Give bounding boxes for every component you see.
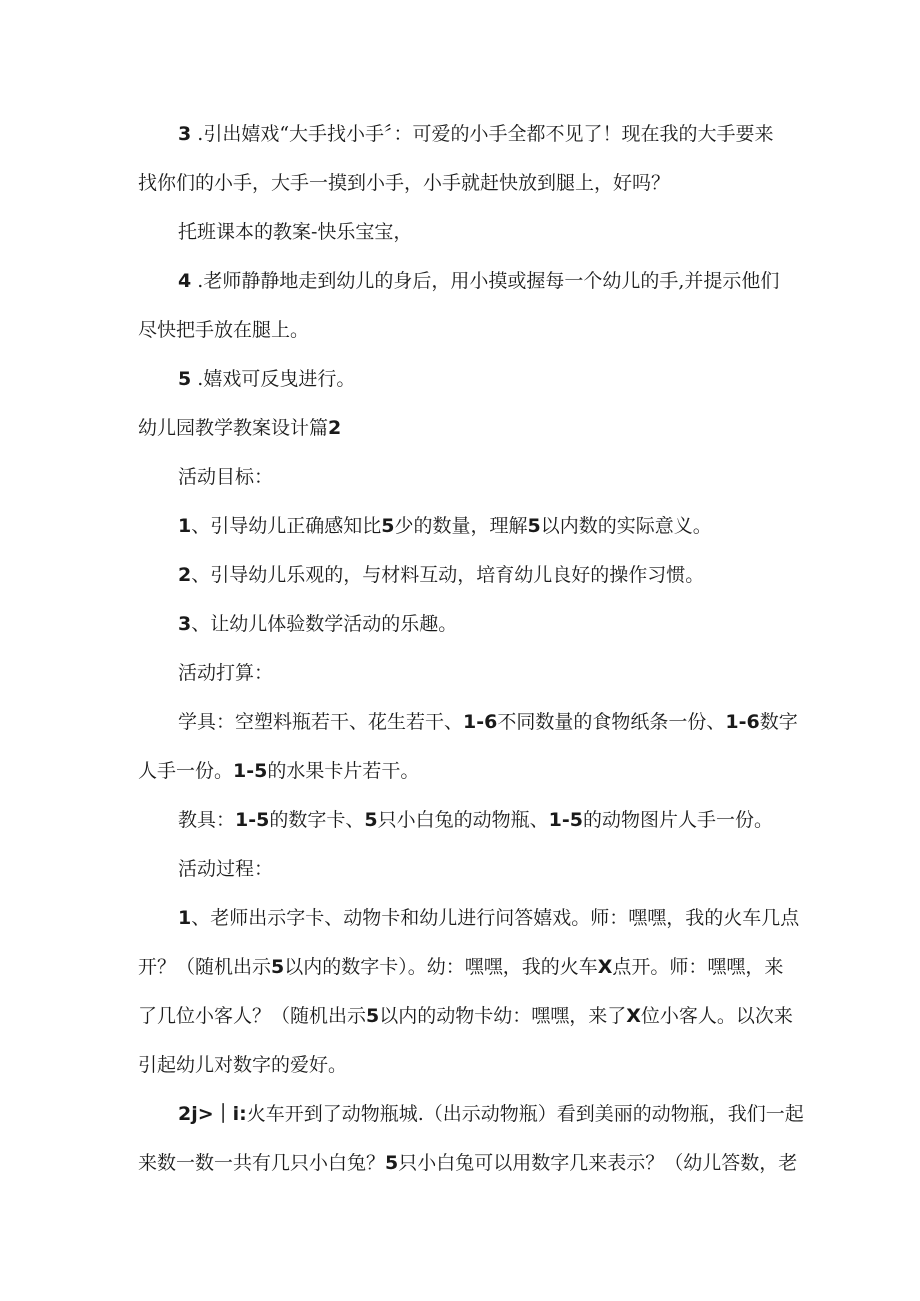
paragraph-4-line-2 (138, 318, 309, 342)
xueju-line-2 (138, 759, 419, 783)
paragraph-text: .老师静静地走到幼儿的身后，用小摸或握每一个幼儿的手,并提示他们 (191, 270, 780, 292)
item-number: 1 (178, 907, 192, 929)
jiaoju-line (178, 808, 773, 832)
paragraph-5-line (178, 367, 355, 391)
process-step-2-line-1 (178, 1102, 804, 1126)
goals-title-text: 活动目标： (178, 466, 274, 488)
paragraph-3-line-1 (178, 122, 774, 146)
paragraph-3-line-2 (138, 171, 670, 195)
process-step-1-line-4 (138, 1053, 347, 1077)
item-number: 2 (178, 564, 192, 586)
prep-text: 人手一份。 (138, 760, 234, 782)
process-variable: X (597, 956, 613, 978)
number-range: 1-5 (235, 809, 270, 831)
process-text: 点开。师：嘿嘿，来 (612, 956, 784, 978)
prep-text: 不同数量的食物纸条一份、 (497, 711, 726, 733)
paragraph-text: .嬉戏可反曳进行。 (191, 368, 356, 390)
process-text: 、老师出示字卡、动物卡和幼儿进行问答嬉戏。师：嘿嘿，我的火车几点 (191, 907, 800, 929)
number-range: 1-5 (548, 809, 583, 831)
process-text: 只小白兔可以用数字几来表示？（幼儿答数，老 (398, 1152, 798, 1174)
process-variable: X (626, 1005, 641, 1027)
prep-title-text: 活动打算： (178, 662, 274, 684)
section-heading (138, 416, 341, 440)
process-text: 了几位小客人？（随机出示 (138, 1005, 367, 1027)
paragraph-text: 托班课本的教案-快乐宝宝， (178, 221, 413, 243)
prep-text: 的动物图片人手一份。 (582, 809, 773, 831)
heading-number: 2 (328, 417, 342, 439)
goal-item-3 (178, 612, 457, 636)
goal-number: 5 (527, 515, 541, 537)
process-text: 以内的动物卡幼：嘿嘿，来了 (379, 1005, 627, 1027)
prep-text: 学具：空塑料瓶若干、花生若干、 (178, 711, 464, 733)
prep-text: 教具： (178, 809, 236, 831)
goal-number: 5 (381, 515, 395, 537)
process-number: 5 (385, 1152, 399, 1174)
number-range: 1-6 (463, 711, 498, 733)
number-range: 1-5 (233, 760, 268, 782)
paragraph-4-line-1 (178, 269, 779, 293)
goal-item-2 (178, 563, 704, 587)
heading-text: 幼儿园教学教案设计篇 (138, 417, 329, 439)
xueju-line-1 (178, 710, 798, 734)
process-text: 来数一数一共有几只小白兔？ (138, 1152, 386, 1174)
paragraph-text: 找你们的小手，大手一摸到小手，小手就赶快放到腿上，好吗？ (138, 172, 671, 194)
item-number: 1 (178, 515, 192, 537)
process-step-1-line-3 (138, 1004, 793, 1028)
number-range: 1-6 (725, 711, 760, 733)
note-line (178, 220, 412, 244)
process-step-2-line-2 (138, 1151, 797, 1175)
paragraph-text: .引出嬉戏“大手找小手〞：可爱的小手全都不见了！现在我的大手要来 (191, 123, 774, 145)
prep-text: 的数字卡、 (269, 809, 365, 831)
process-text: 以内的数字卡）。幼：嘿嘿，我的火车 (284, 956, 598, 978)
item-number: 3 (178, 123, 192, 145)
goal-text: 、让幼儿体验数学活动的乐趣。 (191, 613, 458, 635)
garbled-prefix: 2j>｜i: (178, 1103, 247, 1125)
goal-item-1 (178, 514, 712, 538)
goal-text: 、引导幼儿正确感知比 (191, 515, 382, 537)
item-number: 4 (178, 270, 192, 292)
process-text: 开？（随机出示 (138, 956, 272, 978)
process-title-text: 活动过程： (178, 858, 274, 880)
item-number: 5 (178, 368, 192, 390)
goal-text: 以内数的实际意义。 (540, 515, 712, 537)
process-text: 火车开到了动物瓶城.（出示动物瓶）看到美丽的动物瓶，我们一起 (246, 1103, 804, 1125)
goals-title (178, 465, 273, 489)
process-number: 5 (271, 956, 285, 978)
goal-text: 、引导幼儿乐观的，与材料互动，培育幼儿良好的操作习惯。 (191, 564, 705, 586)
process-step-1-line-1 (178, 906, 799, 930)
prep-number: 5 (364, 809, 378, 831)
process-number: 5 (366, 1005, 380, 1027)
process-step-1-line-2 (138, 955, 783, 979)
prep-text: 的水果卡片若干。 (267, 760, 420, 782)
process-text: 位小客人。以次来 (640, 1005, 793, 1027)
process-title (178, 857, 273, 881)
paragraph-text: 尽快把手放在腿上。 (138, 319, 310, 341)
process-text: 引起幼儿对数字的爱好。 (138, 1054, 348, 1076)
item-number: 3 (178, 613, 192, 635)
goal-text: 少的数量，理解 (394, 515, 528, 537)
prep-text: 只小白兔的动物瓶、 (377, 809, 549, 831)
prep-title (178, 661, 273, 685)
prep-text: 数字 (759, 711, 798, 733)
